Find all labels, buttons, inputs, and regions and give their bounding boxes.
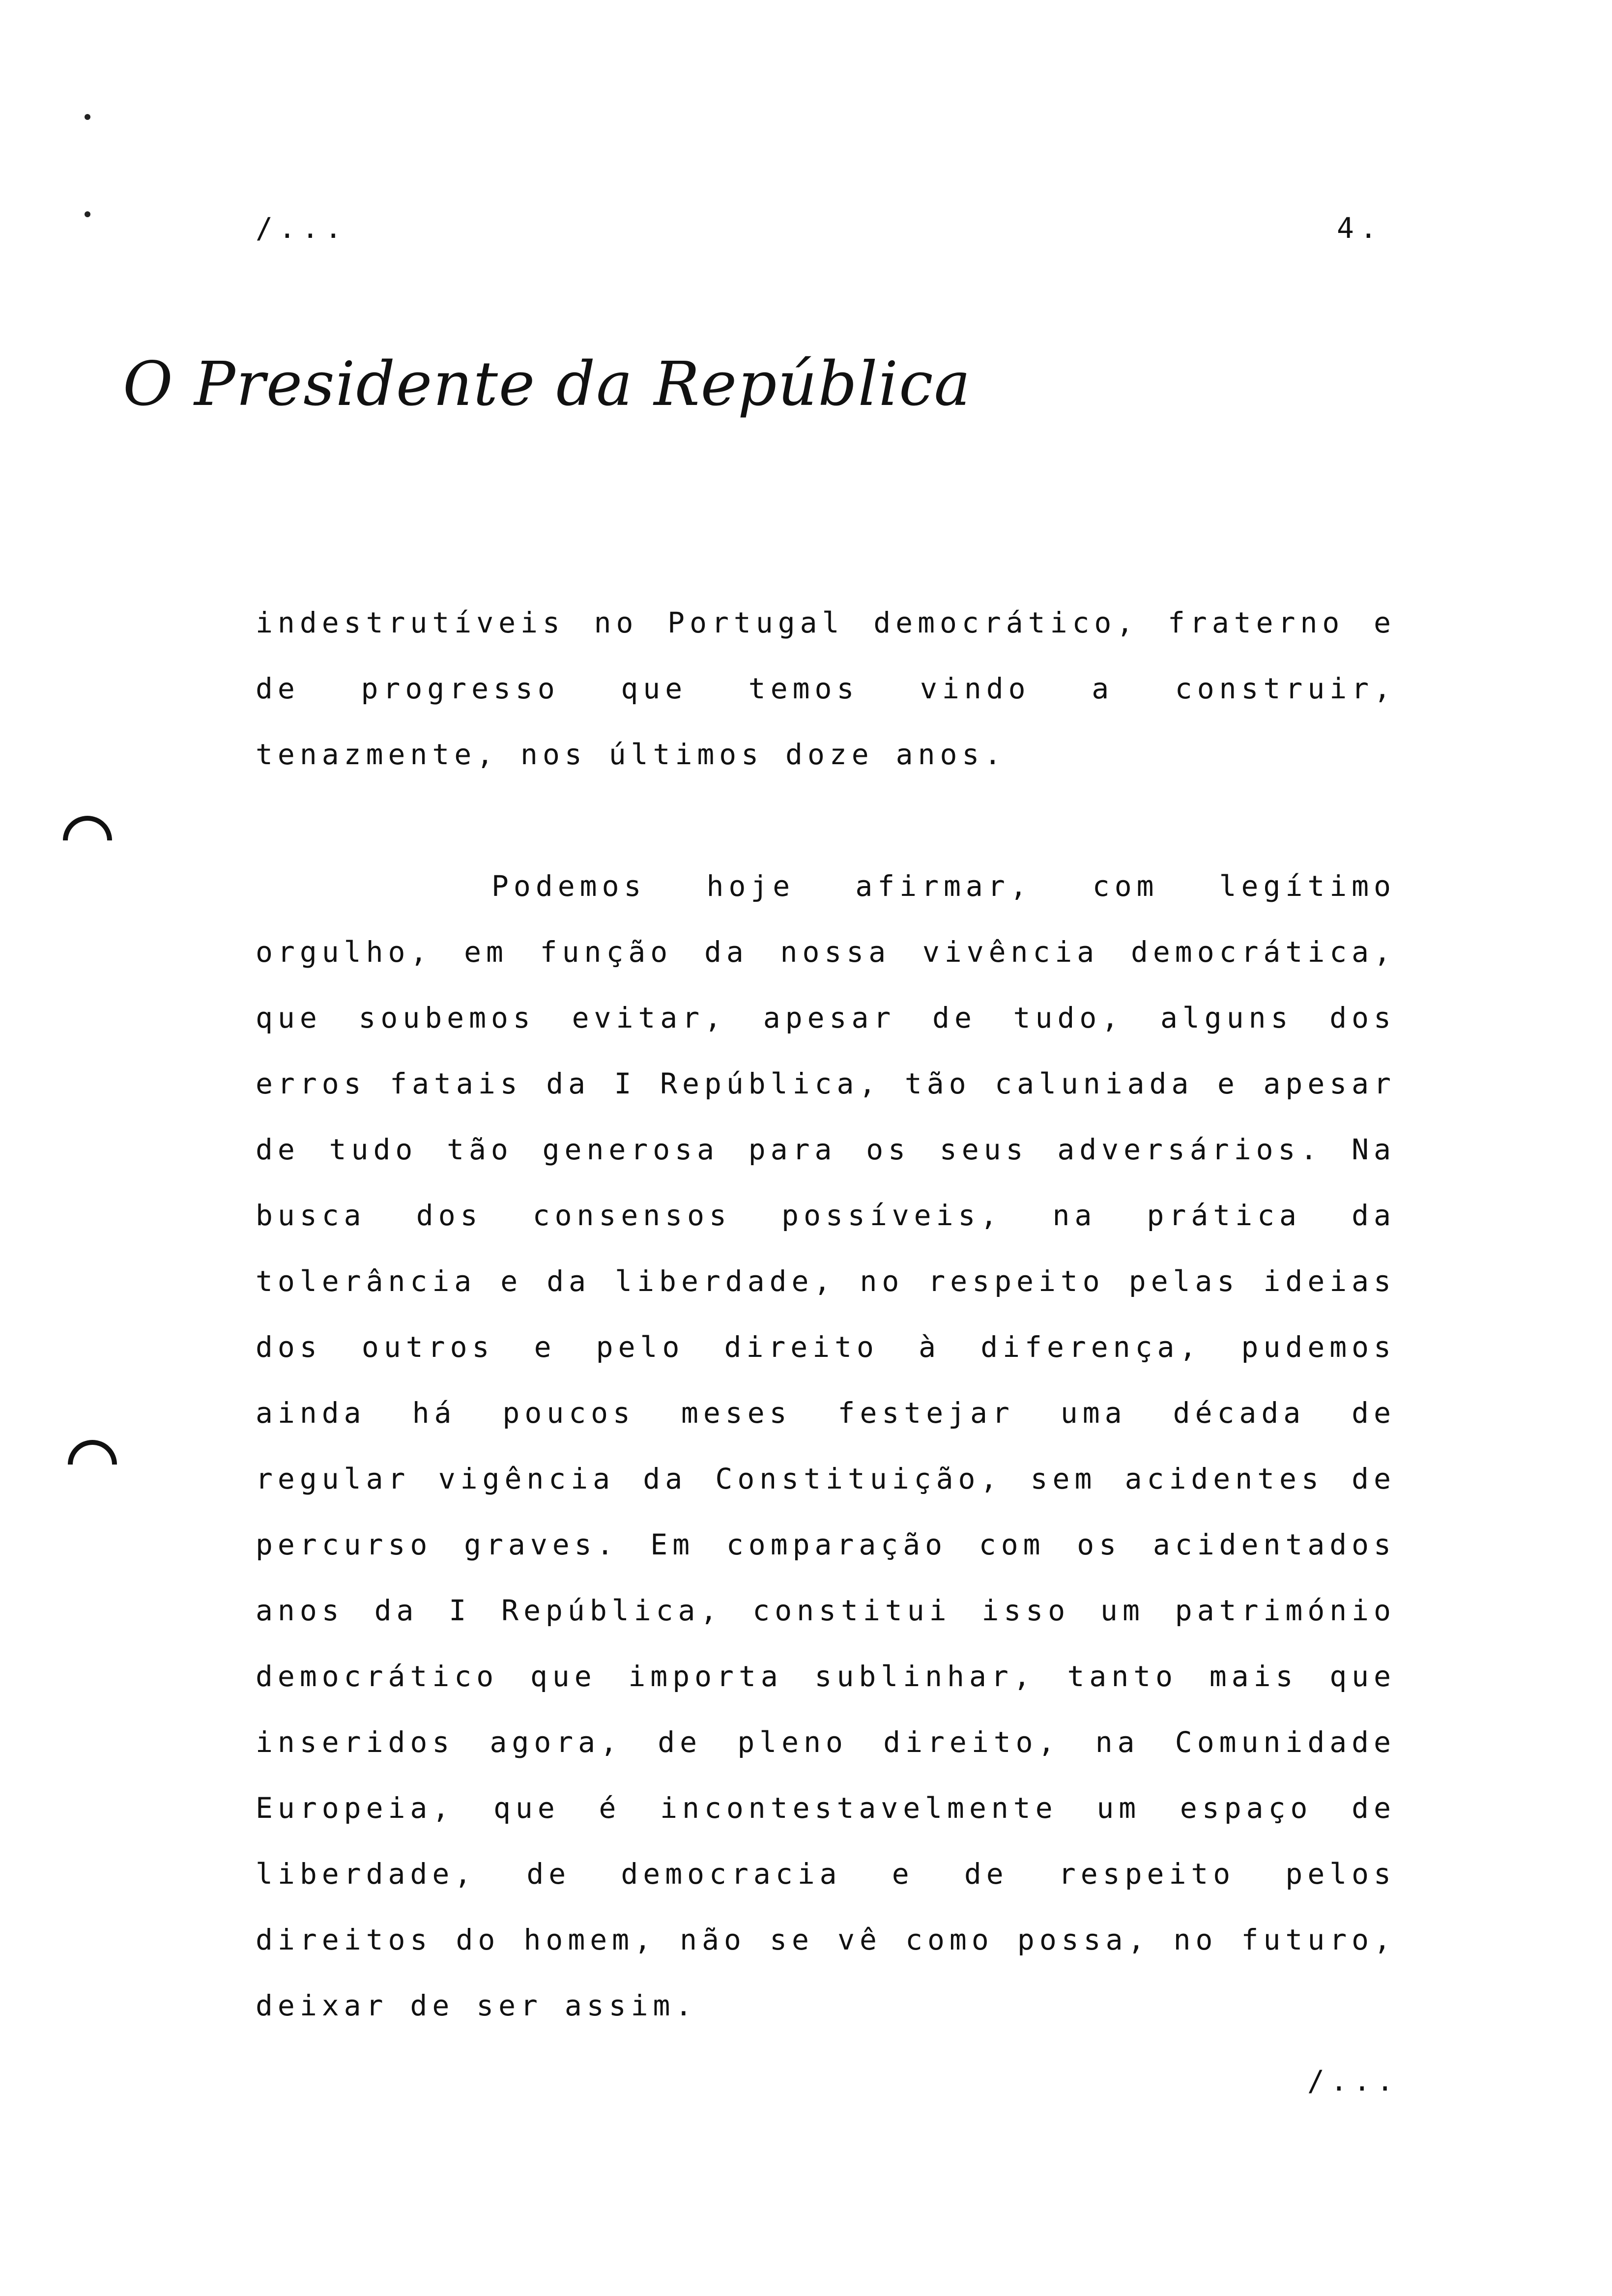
margin-dot bbox=[85, 114, 90, 120]
continuation-marker-top: /... bbox=[256, 211, 348, 245]
punch-hole-mark bbox=[58, 1430, 127, 1499]
letterhead-title: O Presidente da República bbox=[123, 349, 972, 420]
continuation-marker-bottom: /... bbox=[1307, 2064, 1400, 2097]
paragraph: indestrutíveis no Portugal democrático, fraterno e de progresso que temos vindo a construir, tenazmente, nos últimos doze anos. bbox=[256, 606, 1396, 771]
document-body bbox=[256, 590, 1396, 2038]
punch-hole-mark bbox=[53, 805, 122, 875]
paragraph: Podemos hoje afirmar, com legítimo orgulho, em função da nossa vivência democrática, que soubemos evitar, apesar de tudo, alguns dos erros fatais da I República, tão caluniada e apesar de tudo tão generosa para os seus adversários. Na busca dos consensos possíveis, na prática da tolerância e da liberdade, no respeito pelas ideias dos outros e pelo direito à diferença, pudemos ainda há poucos meses festejar uma década de regular vigência da Constituição, sem acidentes de percurso graves. Em comparação com os acidentados anos da I República, constitui isso um património democrático que importa sublinhar, tanto mais que inseridos agora, de pleno direito, na Comunidade Europeia, que é incontestavelmente um espaço de liberdade, de democracia e de respeito pelos direitos do homem, não se vê como possa, no futuro, deixar de ser assim. bbox=[256, 869, 1396, 2022]
margin-dot bbox=[85, 211, 90, 217]
page-number: 4. bbox=[1337, 211, 1383, 245]
